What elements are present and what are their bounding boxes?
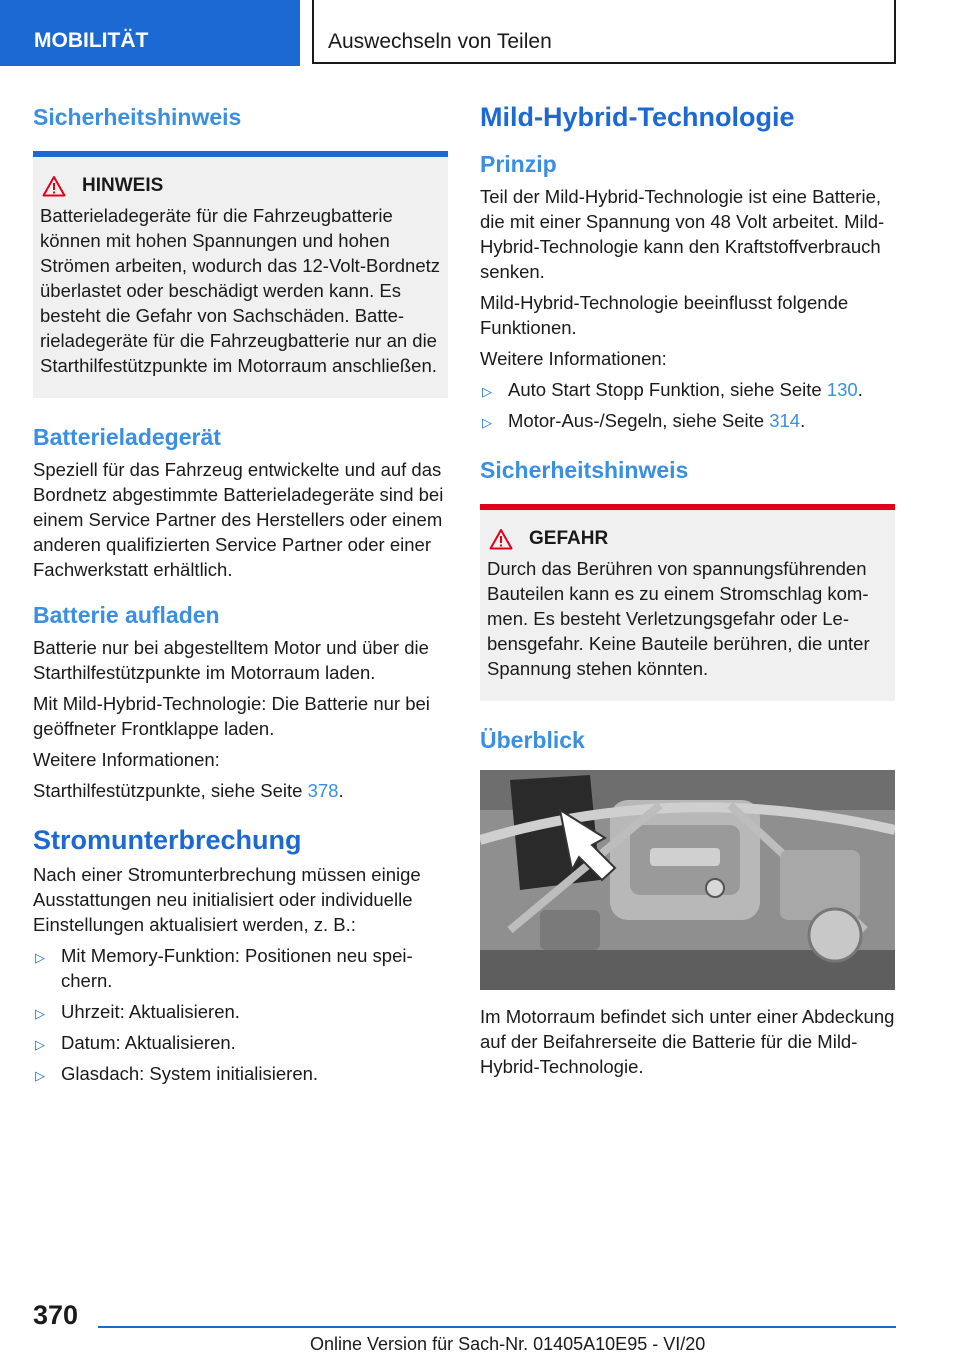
mild-hybrid-heading: Mild-Hybrid-Technologie	[480, 102, 795, 132]
list-item	[33, 999, 448, 1024]
reference-end: .	[800, 410, 806, 431]
list-item	[33, 1030, 448, 1055]
more-info-label: Weitere Informationen:	[480, 348, 667, 369]
notice-text: Batterieladegeräte für die Fahrzeugbatterie können mit hohen Spannungen und hohen Strömen arbeiten, wodurch das 12-Volt-Bordnetz überlastet oder beschädigt werden kann. Es besteht die Gefahr von Sachschäden. Batterieladegeräte für die Fahrzeugbatterie nur an die Starthilfestützpunkte im Motorraum anschließen.	[40, 205, 441, 376]
notice-header	[40, 175, 442, 197]
warning-icon	[42, 175, 66, 197]
power-text: Nach einer Stromunterbrechung müssen einige Ausstattungen neu initialisiert oder individuelle Einstellungen aktualisiert werden, z. B.:	[33, 864, 421, 935]
power-list	[33, 943, 448, 1086]
reference-text: Starthilfestützpunkte, siehe Seite	[33, 780, 308, 801]
safety-heading: Sicherheitshinweis	[480, 457, 689, 483]
danger-header	[487, 528, 889, 550]
power-heading: Stromunterbrechung	[33, 825, 302, 855]
page-link-314[interactable]: 314	[769, 410, 801, 431]
overview-heading: Überblick	[480, 727, 585, 753]
list-item-text: Uhrzeit: Aktualisieren.	[61, 1001, 240, 1022]
page-header	[0, 0, 960, 66]
reference-end: .	[338, 780, 344, 801]
charge-text-2: Mit Mild-Hybrid-Technologie: Die Batterie nur bei geöffneter Frontklappe laden.	[33, 693, 430, 739]
list-item-text: Datum: Aktualisieren.	[61, 1032, 236, 1053]
footer-version: Online Version für Sach-Nr. 01405A10E95 - VI/20	[310, 1334, 706, 1354]
principle-heading: Prinzip	[480, 151, 557, 177]
overview-text: Im Motorraum befindet sich unter einer Abdeckung auf der Beifahrerseite die Batterie für die Mild-Hybrid-Technologie.	[480, 1006, 895, 1077]
page-link-130[interactable]: 130	[826, 379, 858, 400]
left-column	[33, 96, 448, 1086]
reference-text: Motor-Aus-/Segeln, siehe Seite	[508, 410, 770, 431]
reference-list	[480, 377, 895, 433]
danger-text: Durch das Berühren von spannungsführenden Bauteilen kann es zu einem Stromschlag kommen. Es besteht Verletzungsgefahr oder Lebensgefahr. Keine Bauteile berühren, die unter Spannung stehen könnten.	[487, 558, 870, 679]
charger-heading: Batterieladegerät	[33, 424, 221, 450]
principle-text-2: Mild-Hybrid-Technologie beeinflusst folgende Funktionen.	[480, 292, 849, 338]
principle-text-1: Teil der Mild-Hybrid-Technologie ist eine Batterie, die mit einer Spannung von 48 Volt arbeitet. Mild-Hybrid-Technologie kann den Kraftstoffverbrauch senken.	[480, 186, 885, 282]
bullet-triangle-icon: ▷	[482, 384, 492, 399]
page-number: 370	[33, 1300, 79, 1330]
charge-heading: Batterie aufladen	[33, 602, 220, 628]
bullet-triangle-icon: ▷	[35, 1068, 45, 1083]
list-item	[33, 943, 448, 993]
more-info-label: Weitere Informationen:	[33, 749, 220, 770]
danger-label: GEFAHR	[529, 528, 609, 549]
list-item	[480, 408, 895, 433]
reference-starthilfe	[33, 778, 448, 803]
bullet-triangle-icon: ▷	[35, 1037, 45, 1052]
bullet-triangle-icon: ▷	[482, 415, 492, 430]
bullet-triangle-icon: ▷	[35, 1006, 45, 1021]
safety-heading: Sicherheitshinweis	[33, 104, 242, 130]
chapter-title: Auswechseln von Teilen	[312, 0, 896, 64]
charger-text: Speziell für das Fahrzeug entwickelte und auf das Bordnetz abgestimmte Batterieladegeräte sind bei einem Service Partner des Herstellers oder einem anderen qualifizierten Service Partner oder einer Fachwerkstatt erhältlich.	[33, 459, 444, 580]
list-item-text: Glasdach: System initialisieren.	[61, 1063, 319, 1084]
list-item	[33, 1061, 448, 1086]
reference-text: Auto Start Stopp Funktion, siehe Seite	[508, 379, 827, 400]
list-item-text: Mit Memory-Funktion: Positionen neu speichern.	[61, 945, 413, 991]
charge-text-1: Batterie nur bei abgestelltem Motor und über die Starthilfestützpunkte im Motorraum laden.	[33, 637, 429, 683]
reference-end: .	[857, 379, 863, 400]
warning-icon	[489, 528, 513, 550]
engine-bay-photo	[480, 770, 895, 990]
danger-box	[480, 504, 895, 701]
page-link-378[interactable]: 378	[307, 780, 339, 801]
notice-label: HINWEIS	[82, 175, 164, 196]
bullet-triangle-icon: ▷	[35, 950, 45, 965]
notice-box	[33, 151, 448, 398]
right-column	[480, 96, 895, 1079]
list-item	[480, 377, 895, 402]
section-tab: MOBILITÄT	[0, 0, 300, 66]
footer-divider	[98, 1326, 896, 1328]
